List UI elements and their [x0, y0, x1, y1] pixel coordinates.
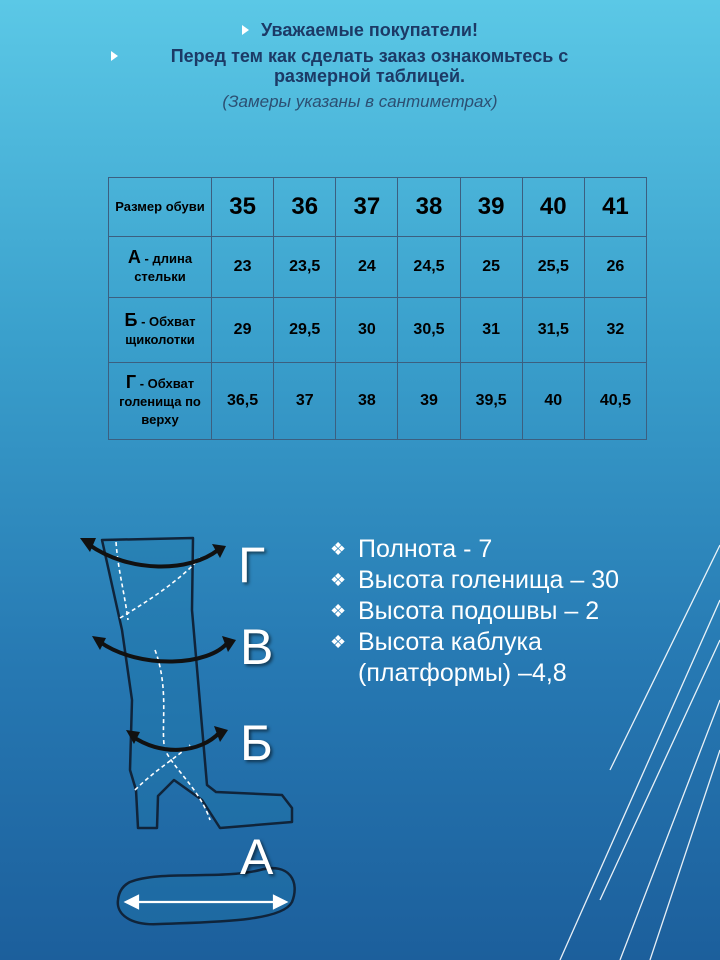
table-cell: 26 — [584, 237, 646, 298]
diamond-bullet-icon: ❖ — [330, 601, 347, 621]
size-header: 36 — [274, 178, 336, 237]
diamond-bullet-icon: ❖ — [330, 632, 347, 652]
diamond-bullet-icon: ❖ — [330, 539, 347, 559]
table-cell: 37 — [274, 363, 336, 440]
row-label — [109, 363, 212, 440]
table-cell: 29,5 — [274, 298, 336, 363]
greeting-line — [0, 20, 720, 40]
spec-text: Высота каблука — [358, 628, 542, 656]
triangle-bullet-icon — [111, 51, 118, 61]
spec-text: Высота подошвы – 2 — [358, 597, 600, 625]
table-row — [109, 237, 647, 298]
instruction-text: Перед тем как сделать заказ ознакомьтесь с размерной таблицей. — [170, 46, 569, 86]
table-row — [109, 178, 647, 237]
instruction-line — [0, 46, 720, 86]
size-table — [108, 177, 647, 440]
label-b: Б — [240, 715, 273, 771]
spec-text: Полнота - 7 — [358, 535, 493, 563]
size-header: 38 — [398, 178, 460, 237]
size-header: 41 — [584, 178, 646, 237]
row-description: - Обхват щиколотки — [125, 314, 196, 347]
diamond-bullet-icon: ❖ — [330, 570, 347, 590]
table-cell: 23 — [212, 237, 274, 298]
table-cell: 31 — [460, 298, 522, 363]
table-cell: 30,5 — [398, 298, 460, 363]
table-cell: 40 — [522, 363, 584, 440]
list-item — [330, 565, 710, 596]
table-cell: 29 — [212, 298, 274, 363]
boot-diagram — [60, 510, 360, 950]
table-cell: 24,5 — [398, 237, 460, 298]
size-header: 35 — [212, 178, 274, 237]
table-cell: 31,5 — [522, 298, 584, 363]
spec-text: Высота голенища – 30 — [358, 566, 620, 594]
triangle-bullet-icon — [242, 25, 249, 35]
label-a: А — [240, 829, 274, 885]
size-header: 37 — [336, 178, 398, 237]
spec-text: (платформы) –4,8 — [358, 659, 567, 687]
table-cell: 38 — [336, 363, 398, 440]
table-cell: 39,5 — [460, 363, 522, 440]
row-letter: А — [127, 247, 141, 267]
row-description: - Обхват голенища по верху — [119, 376, 201, 427]
row-description: - длина стельки — [134, 251, 193, 284]
table-cell: 30 — [336, 298, 398, 363]
table-cell: 32 — [584, 298, 646, 363]
row-letter: Б — [124, 310, 138, 330]
row-label — [109, 298, 212, 363]
label-g: Г — [238, 537, 266, 593]
greeting-text: Уважаемые покупатели! — [261, 20, 478, 40]
table-cell: 39 — [398, 363, 460, 440]
table-row — [109, 363, 647, 440]
corner-label: Размер обуви — [109, 178, 212, 237]
table-cell: 23,5 — [274, 237, 336, 298]
list-item — [330, 596, 710, 627]
list-item-continuation — [330, 658, 710, 689]
units-note: (Замеры указаны в сантиметрах) — [222, 92, 498, 111]
size-header: 39 — [460, 178, 522, 237]
label-v: В — [240, 619, 274, 675]
table-cell: 36,5 — [212, 363, 274, 440]
list-item — [330, 534, 710, 565]
table-cell: 40,5 — [584, 363, 646, 440]
list-item — [330, 627, 710, 658]
header — [0, 20, 720, 112]
row-letter: Г — [125, 372, 137, 392]
size-header: 40 — [522, 178, 584, 237]
specs-list — [330, 534, 710, 689]
table-cell: 24 — [336, 237, 398, 298]
table-cell: 25,5 — [522, 237, 584, 298]
table-row — [109, 298, 647, 363]
row-label — [109, 237, 212, 298]
table-cell: 25 — [460, 237, 522, 298]
